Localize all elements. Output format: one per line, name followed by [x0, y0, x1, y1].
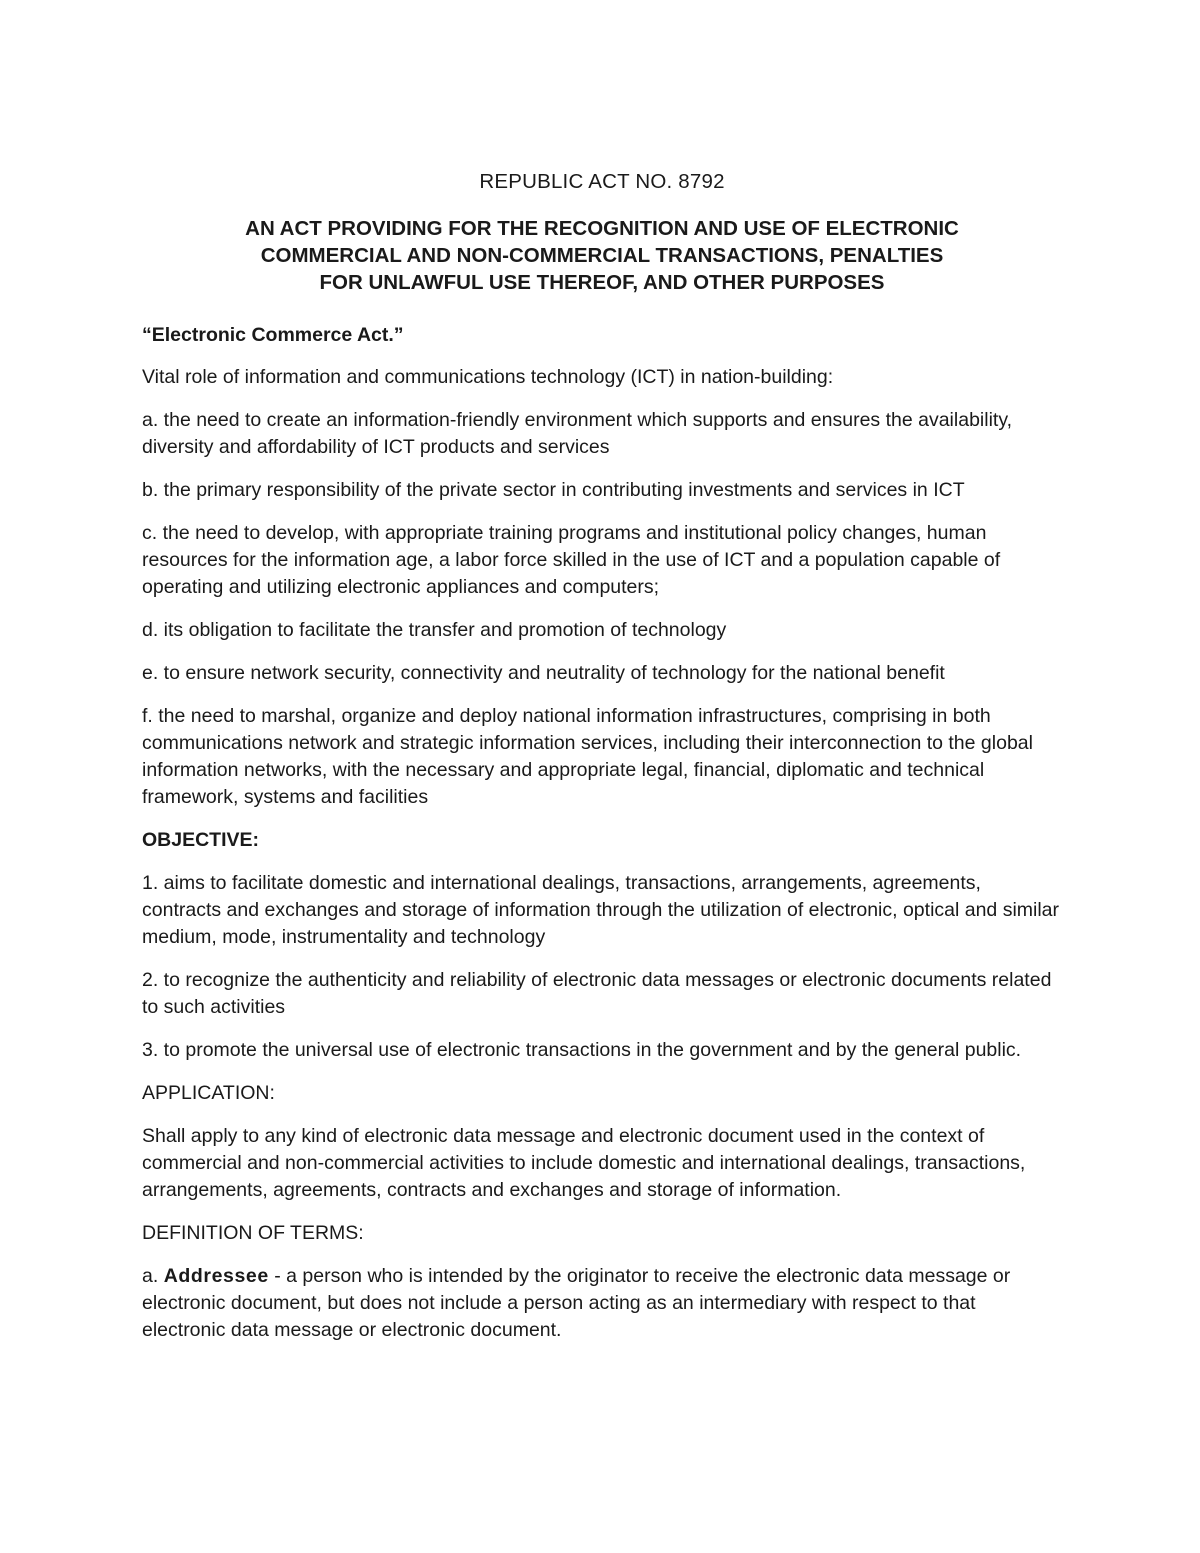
act-heading	[142, 215, 1062, 296]
heading-line: COMMERCIAL AND NON-COMMERCIAL TRANSACTIONS, PENALTIES	[260, 244, 944, 267]
document-page	[142, 168, 1062, 1360]
definition-item-addressee	[142, 1263, 1062, 1344]
objective-item-3: 3. to promote the universal use of electronic transactions in the government and by the general public.	[142, 1039, 1022, 1061]
application-heading: APPLICATION:	[142, 1082, 275, 1104]
heading-line: AN ACT PROVIDING FOR THE RECOGNITION AND USE OF ELECTRONIC	[245, 217, 959, 240]
definition-term: Addressee	[163, 1265, 269, 1287]
role-item-a: a. the need to create an information-friendly environment which supports and ensures the availability, diversity and affordability of ICT products and services	[142, 409, 1013, 458]
definition-prefix: a.	[142, 1265, 164, 1287]
definitions-heading: DEFINITION OF TERMS:	[142, 1222, 364, 1244]
act-number-title: REPUBLIC ACT NO. 8792	[479, 170, 725, 193]
role-item-e: e. to ensure network security, connectivity and neutrality of technology for the national benefit	[142, 662, 945, 684]
definition-text: - a person who is intended by the originator to receive the electronic data message or electronic document, but does not include a person acting as an intermediary with respect to that electronic data message or electronic document.	[142, 1265, 1011, 1341]
application-paragraph: Shall apply to any kind of electronic data message and electronic document used in the context of commercial and non-commercial activities to include domestic and international dealings, transactions, arrangements, agreements, contracts and exchanges and storage of information.	[142, 1125, 1026, 1201]
objective-item-2: 2. to recognize the authenticity and reliability of electronic data messages or electronic documents related to such activities	[142, 969, 1052, 1018]
objective-heading: OBJECTIVE:	[142, 829, 260, 851]
role-item-c: c. the need to develop, with appropriate training programs and institutional policy changes, human resources for the information age, a labor force skilled in the use of ICT and a population capable of operating and utilizing electronic appliances and computers;	[142, 522, 1001, 598]
short-title: “Electronic Commerce Act.”	[142, 324, 404, 346]
intro-paragraph: Vital role of information and communications technology (ICT) in nation-building:	[142, 366, 834, 388]
heading-line: FOR UNLAWFUL USE THEREOF, AND OTHER PURPOSES	[319, 271, 885, 294]
role-item-d: d. its obligation to facilitate the transfer and promotion of technology	[142, 619, 727, 641]
role-item-f: f. the need to marshal, organize and deploy national information infrastructures, comprising in both communications network and strategic information services, including their interconnection to the global information networks, with the necessary and appropriate legal, financial, diplomatic and technical framework, systems and facilities	[142, 705, 1033, 808]
objective-item-1: 1. aims to facilitate domestic and international dealings, transactions, arrangements, agreements, contracts and exchanges and storage of information through the utilization of electronic, optical and similar medium, mode, instrumentality and technology	[142, 872, 1060, 948]
role-item-b: b. the primary responsibility of the private sector in contributing investments and services in ICT	[142, 479, 965, 501]
